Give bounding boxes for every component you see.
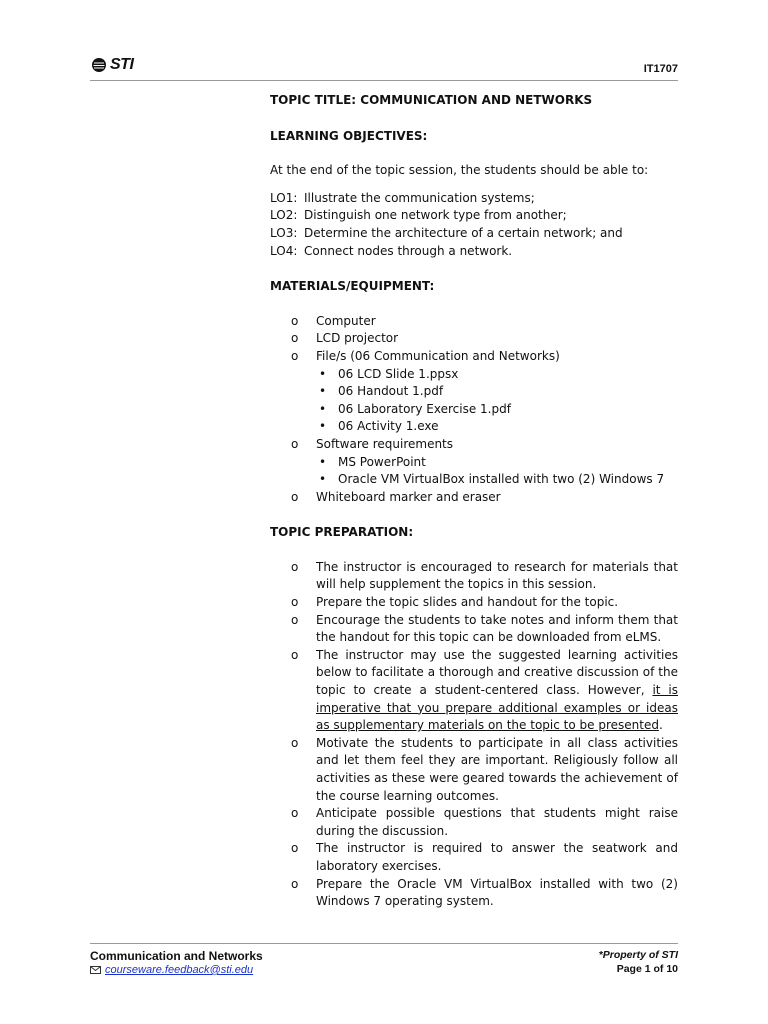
- list-item: [270, 348, 678, 366]
- bullet: •: [319, 366, 327, 381]
- sub-list-item: [316, 366, 678, 384]
- objective-code: LO1:: [270, 190, 298, 205]
- item-text: File/s (06 Communication and Networks): [316, 348, 560, 363]
- item-text: The instructor is encouraged to research for materials that will help supplement the topics in this session.: [316, 559, 678, 592]
- learning-objectives-intro: At the end of the topic session, the students should be able to:: [270, 163, 649, 178]
- footer-title: Communication and Networks: [90, 949, 263, 963]
- item-text-end: .: [658, 718, 663, 733]
- bullet: •: [319, 454, 327, 469]
- bullet: o: [291, 559, 299, 574]
- sub-list-item: [316, 454, 678, 472]
- materials-heading: MATERIALS/EQUIPMENT:: [270, 279, 435, 294]
- objective-code: LO3:: [270, 225, 298, 240]
- bullet: •: [319, 401, 327, 416]
- bullet: o: [291, 595, 299, 610]
- objective-text: Determine the architecture of a certain network; and: [304, 225, 623, 240]
- sub-list-container: [270, 366, 678, 436]
- bullet: o: [291, 647, 299, 662]
- topic-title: TOPIC TITLE: COMMUNICATION AND NETWORKS: [270, 93, 593, 107]
- list-item: [270, 559, 678, 594]
- list-item: [270, 489, 678, 507]
- sti-logo-icon: [90, 57, 108, 73]
- sub-list-item: [316, 471, 678, 489]
- property-notice: *Property of STI: [598, 949, 678, 961]
- item-text: Software requirements: [316, 436, 454, 451]
- item-text: Prepare the Oracle VM VirtualBox installed with two (2) Windows 7 operating system.: [316, 876, 678, 909]
- bullet: o: [291, 313, 299, 328]
- objective-text: Illustrate the communication systems;: [304, 190, 535, 205]
- list-item: [270, 330, 678, 348]
- files-sub-list: [270, 366, 678, 436]
- item-text: 06 Handout 1.pdf: [338, 384, 444, 399]
- envelope-icon: [90, 966, 101, 974]
- objective-code: LO2:: [270, 208, 298, 223]
- document-code: IT1707: [643, 63, 678, 75]
- list-item: [270, 612, 678, 647]
- objective-item: [270, 243, 678, 261]
- bullet: o: [291, 612, 299, 627]
- sub-list-item: [316, 418, 678, 436]
- objective-text: Connect nodes through a network.: [304, 243, 513, 258]
- footer-right: [599, 949, 678, 975]
- bullet: •: [319, 384, 327, 399]
- bullet: o: [291, 436, 299, 451]
- software-sub-list: [270, 454, 678, 489]
- page-number: Page 1 of 10: [616, 963, 678, 975]
- footer-email-row: [90, 964, 263, 976]
- item-text: Prepare the topic slides and handout for the topic.: [316, 595, 619, 610]
- bullet: o: [291, 489, 299, 504]
- item-text: 06 Activity 1.exe: [338, 419, 439, 434]
- underlined-emphasis: it is imperative that you prepare additional examples or ideas as supplementary materials on the topic to be presented: [316, 683, 678, 733]
- preparation-list: [270, 559, 678, 911]
- item-text: MS PowerPoint: [338, 454, 426, 469]
- item-text: LCD projector: [316, 331, 399, 346]
- sub-list-container: [270, 454, 678, 489]
- item-text: Motivate the students to participate in all class activities and let them feel they are important. Religiously follow all activities as these were geared towards the achievement of the course learning outcomes.: [316, 735, 678, 803]
- page-footer: [90, 943, 678, 976]
- bullet: o: [291, 806, 299, 821]
- list-item: [270, 805, 678, 840]
- item-text: 06 Laboratory Exercise 1.pdf: [338, 401, 511, 416]
- bullet: o: [291, 735, 299, 750]
- list-item: [270, 436, 678, 454]
- feedback-email-link[interactable]: courseware.feedback@sti.edu: [105, 964, 254, 976]
- objective-item: [270, 190, 678, 208]
- materials-list: [270, 313, 678, 507]
- logo-text: STI: [110, 56, 134, 73]
- objective-item: [270, 225, 678, 243]
- objective-text: Distinguish one network type from another;: [304, 208, 567, 223]
- document-body: [270, 92, 678, 911]
- bullet: o: [291, 841, 299, 856]
- list-item: [270, 647, 678, 735]
- learning-objectives-list: [270, 190, 678, 260]
- footer-left: [90, 949, 263, 976]
- item-text: 06 LCD Slide 1.ppsx: [338, 366, 459, 381]
- objective-item: [270, 207, 678, 225]
- item-text: Whiteboard marker and eraser: [316, 489, 501, 504]
- item-text-start: The instructor may use the suggested learning activities below to facilitate a thorough and creative discussion of the topic to create a student-centered class. However,: [316, 647, 678, 698]
- page-header: [90, 56, 678, 81]
- item-text: Computer: [316, 313, 376, 328]
- preparation-heading: TOPIC PREPARATION:: [270, 525, 414, 540]
- item-text: [316, 647, 678, 735]
- sub-list-item: [316, 401, 678, 419]
- bullet: o: [291, 876, 299, 891]
- sti-logo: [90, 56, 133, 74]
- bullet: o: [291, 331, 299, 346]
- bullet: •: [319, 419, 327, 434]
- item-text: The instructor is required to answer the seatwork and laboratory exercises.: [316, 841, 678, 873]
- bullet: o: [291, 348, 299, 363]
- item-text: Oracle VM VirtualBox installed with two (2) Windows 7: [338, 472, 665, 487]
- learning-objectives-heading: LEARNING OBJECTIVES:: [270, 128, 428, 143]
- list-item: [270, 594, 678, 612]
- objective-code: LO4:: [270, 243, 298, 258]
- list-item: [270, 735, 678, 805]
- item-text: Anticipate possible questions that students might raise during the discussion.: [316, 806, 678, 838]
- list-item: [270, 313, 678, 331]
- item-text: Encourage the students to take notes and inform them that the handout for this topic can be downloaded from eLMS.: [316, 612, 678, 645]
- list-item: [270, 876, 678, 911]
- bullet: •: [319, 472, 327, 487]
- sub-list-item: [316, 383, 678, 401]
- list-item: [270, 840, 678, 875]
